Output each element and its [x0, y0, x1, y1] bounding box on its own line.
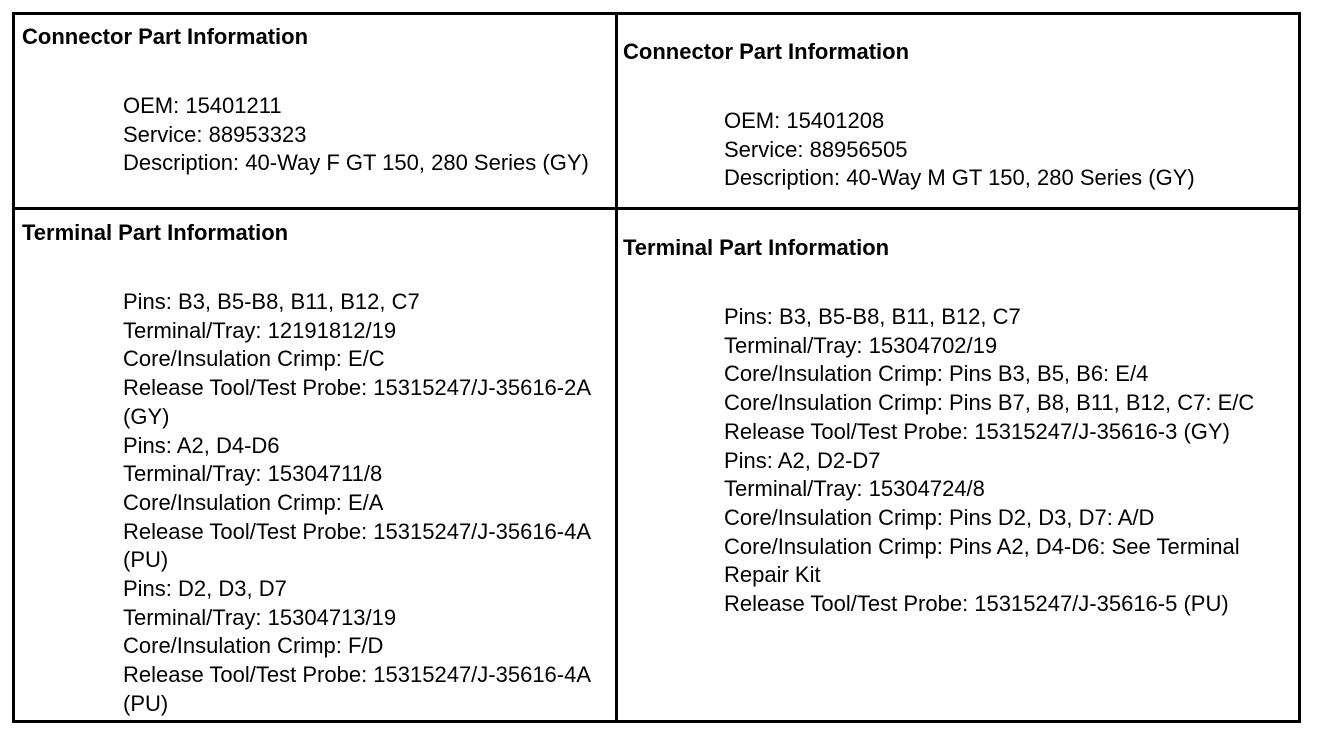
- part-info-table: [12, 12, 1301, 723]
- info-line: Release Tool/Test Probe: 15315247/J-35616-4A (PU): [123, 662, 590, 716]
- left-connector-cell: [22, 22, 612, 178]
- info-line: Terminal/Tray: 15304711/8: [123, 461, 383, 487]
- info-line: Release Tool/Test Probe: 15315247/J-35616-3 (GY): [724, 418, 1230, 444]
- info-line: Terminal/Tray: 15304702/19: [724, 332, 998, 358]
- left-connector-heading: Connector Part Information: [22, 24, 309, 49]
- left-terminal-cell: [22, 218, 612, 719]
- row-divider: [15, 207, 1298, 210]
- info-line: OEM: 15401208: [724, 108, 885, 133]
- info-line: Description: 40-Way M GT 150, 280 Series (GY): [724, 165, 1195, 191]
- info-line: Core/Insulation Crimp: Pins B7, B8, B11, B12, C7: E/C: [724, 390, 1255, 416]
- info-line: Terminal/Tray: 15304713/19: [123, 604, 397, 630]
- info-line: Core/Insulation Crimp: E/A: [123, 489, 384, 515]
- info-line: Core/Insulation Crimp: F/D: [123, 633, 384, 659]
- info-line: Pins: A2, D2-D7: [724, 447, 881, 473]
- info-line: Pins: B3, B5-B8, B11, B12, C7: [724, 304, 1021, 329]
- column-divider: [615, 15, 618, 720]
- info-line: Terminal/Tray: 15304724/8: [724, 476, 985, 502]
- info-line: Core/Insulation Crimp: Pins B3, B5, B6: E/4: [724, 361, 1149, 387]
- info-line: Release Tool/Test Probe: 15315247/J-35616-2A (GY): [123, 375, 590, 429]
- info-line: Pins: B3, B5-B8, B11, B12, C7: [123, 289, 420, 314]
- info-line: OEM: 15401211: [123, 93, 282, 118]
- right-terminal-heading: Terminal Part Information: [623, 235, 890, 260]
- info-line: Service: 88953323: [123, 121, 307, 147]
- info-line: Pins: D2, D3, D7: [123, 576, 287, 602]
- right-terminal-lines: [724, 303, 1284, 619]
- info-line: Terminal/Tray: 12191812/19: [123, 317, 397, 343]
- right-connector-cell: [623, 37, 1293, 193]
- info-line: Description: 40-Way F GT 150, 280 Series (GY): [123, 150, 589, 176]
- info-line: Pins: A2, D4-D6: [123, 432, 280, 458]
- info-line: Service: 88956505: [724, 136, 908, 162]
- left-terminal-lines: [123, 288, 603, 719]
- right-connector-heading: Connector Part Information: [623, 39, 910, 64]
- info-line: Core/Insulation Crimp: Pins A2, D4-D6: See Terminal Repair Kit: [724, 533, 1240, 588]
- right-connector-lines: [724, 107, 1284, 193]
- info-line: Release Tool/Test Probe: 15315247/J-35616-5 (PU): [724, 591, 1229, 617]
- left-connector-lines: [123, 92, 603, 178]
- right-terminal-cell: [623, 233, 1293, 619]
- info-line: Core/Insulation Crimp: Pins D2, D3, D7: A/D: [724, 504, 1155, 530]
- info-line: Release Tool/Test Probe: 15315247/J-35616-4A (PU): [123, 518, 590, 573]
- left-terminal-heading: Terminal Part Information: [22, 220, 289, 245]
- info-line: Core/Insulation Crimp: E/C: [123, 346, 385, 372]
